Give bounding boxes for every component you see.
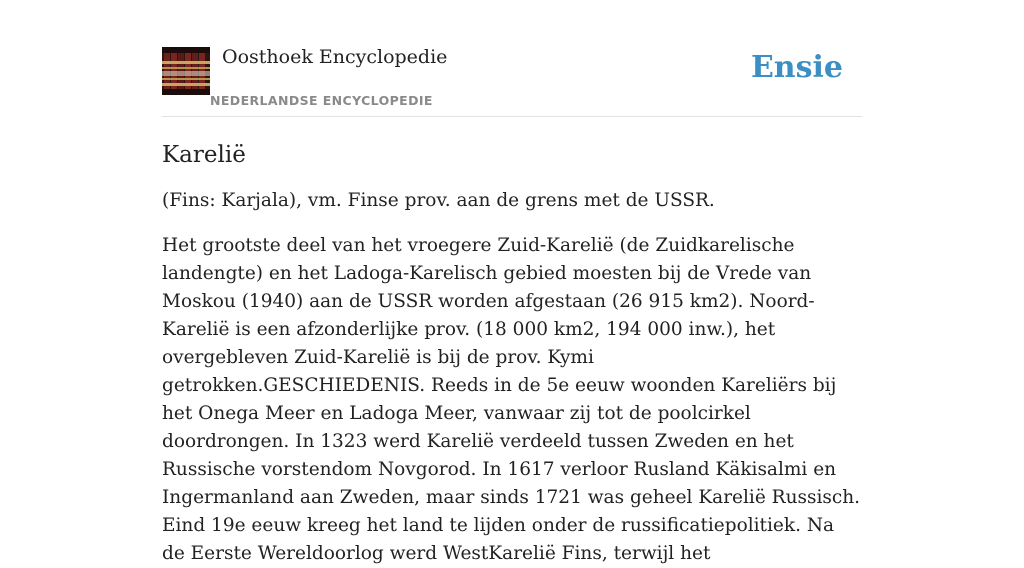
ensie-logo[interactable]: Ensie: [750, 50, 843, 85]
article: [162, 138, 862, 568]
article-lead: (Fins: Karjala), vm. Finse prov. aan de grens met de USSR.: [162, 190, 715, 211]
encyclopedia-books-image: [162, 47, 210, 95]
encyclopedia-books-icon[interactable]: [162, 47, 210, 95]
article-body: Het grootste deel van het vroegere Zuid-Karelië (de Zuidkarelische landengte) en het Ladoga-Karelisch gebied moesten bij de Vrede van Moskou (1940) aan de USSR worden afgestaan (26 915 km2). Noord-Karelië is een afzonderlijke prov. (18 000 km2, 194 000 inw.), het overgebleven Zuid-Karelië is bij de prov. Kymi getrokken.GESCHIEDENIS. Reeds in de 5e eeuw woonden Kareliërs bij het Onega Meer en Ladoga Meer, vanwaar zij tot de poolcirkel doordrongen. In 1323 werd Karelië verdeeld tussen Zweden en het Russische vorstendom Novgorod. In 1617 verloor Rusland Käkisalmi en Ingermanland aan Zweden, maar sinds 1721 was geheel Karelië Russisch. Eind 19e eeuw kreeg het land te lijden onder de russificatiepolitiek. Na de Eerste Wereldoorlog werd WestKarelië Fins, terwijl het: [162, 235, 861, 564]
site-name[interactable]: Oosthoek Encyclopedie: [222, 46, 448, 68]
site-header: [162, 46, 862, 117]
article-title: Karelië: [162, 142, 246, 168]
site-subtitle: NEDERLANDSE ENCYCLOPEDIE: [210, 93, 433, 108]
